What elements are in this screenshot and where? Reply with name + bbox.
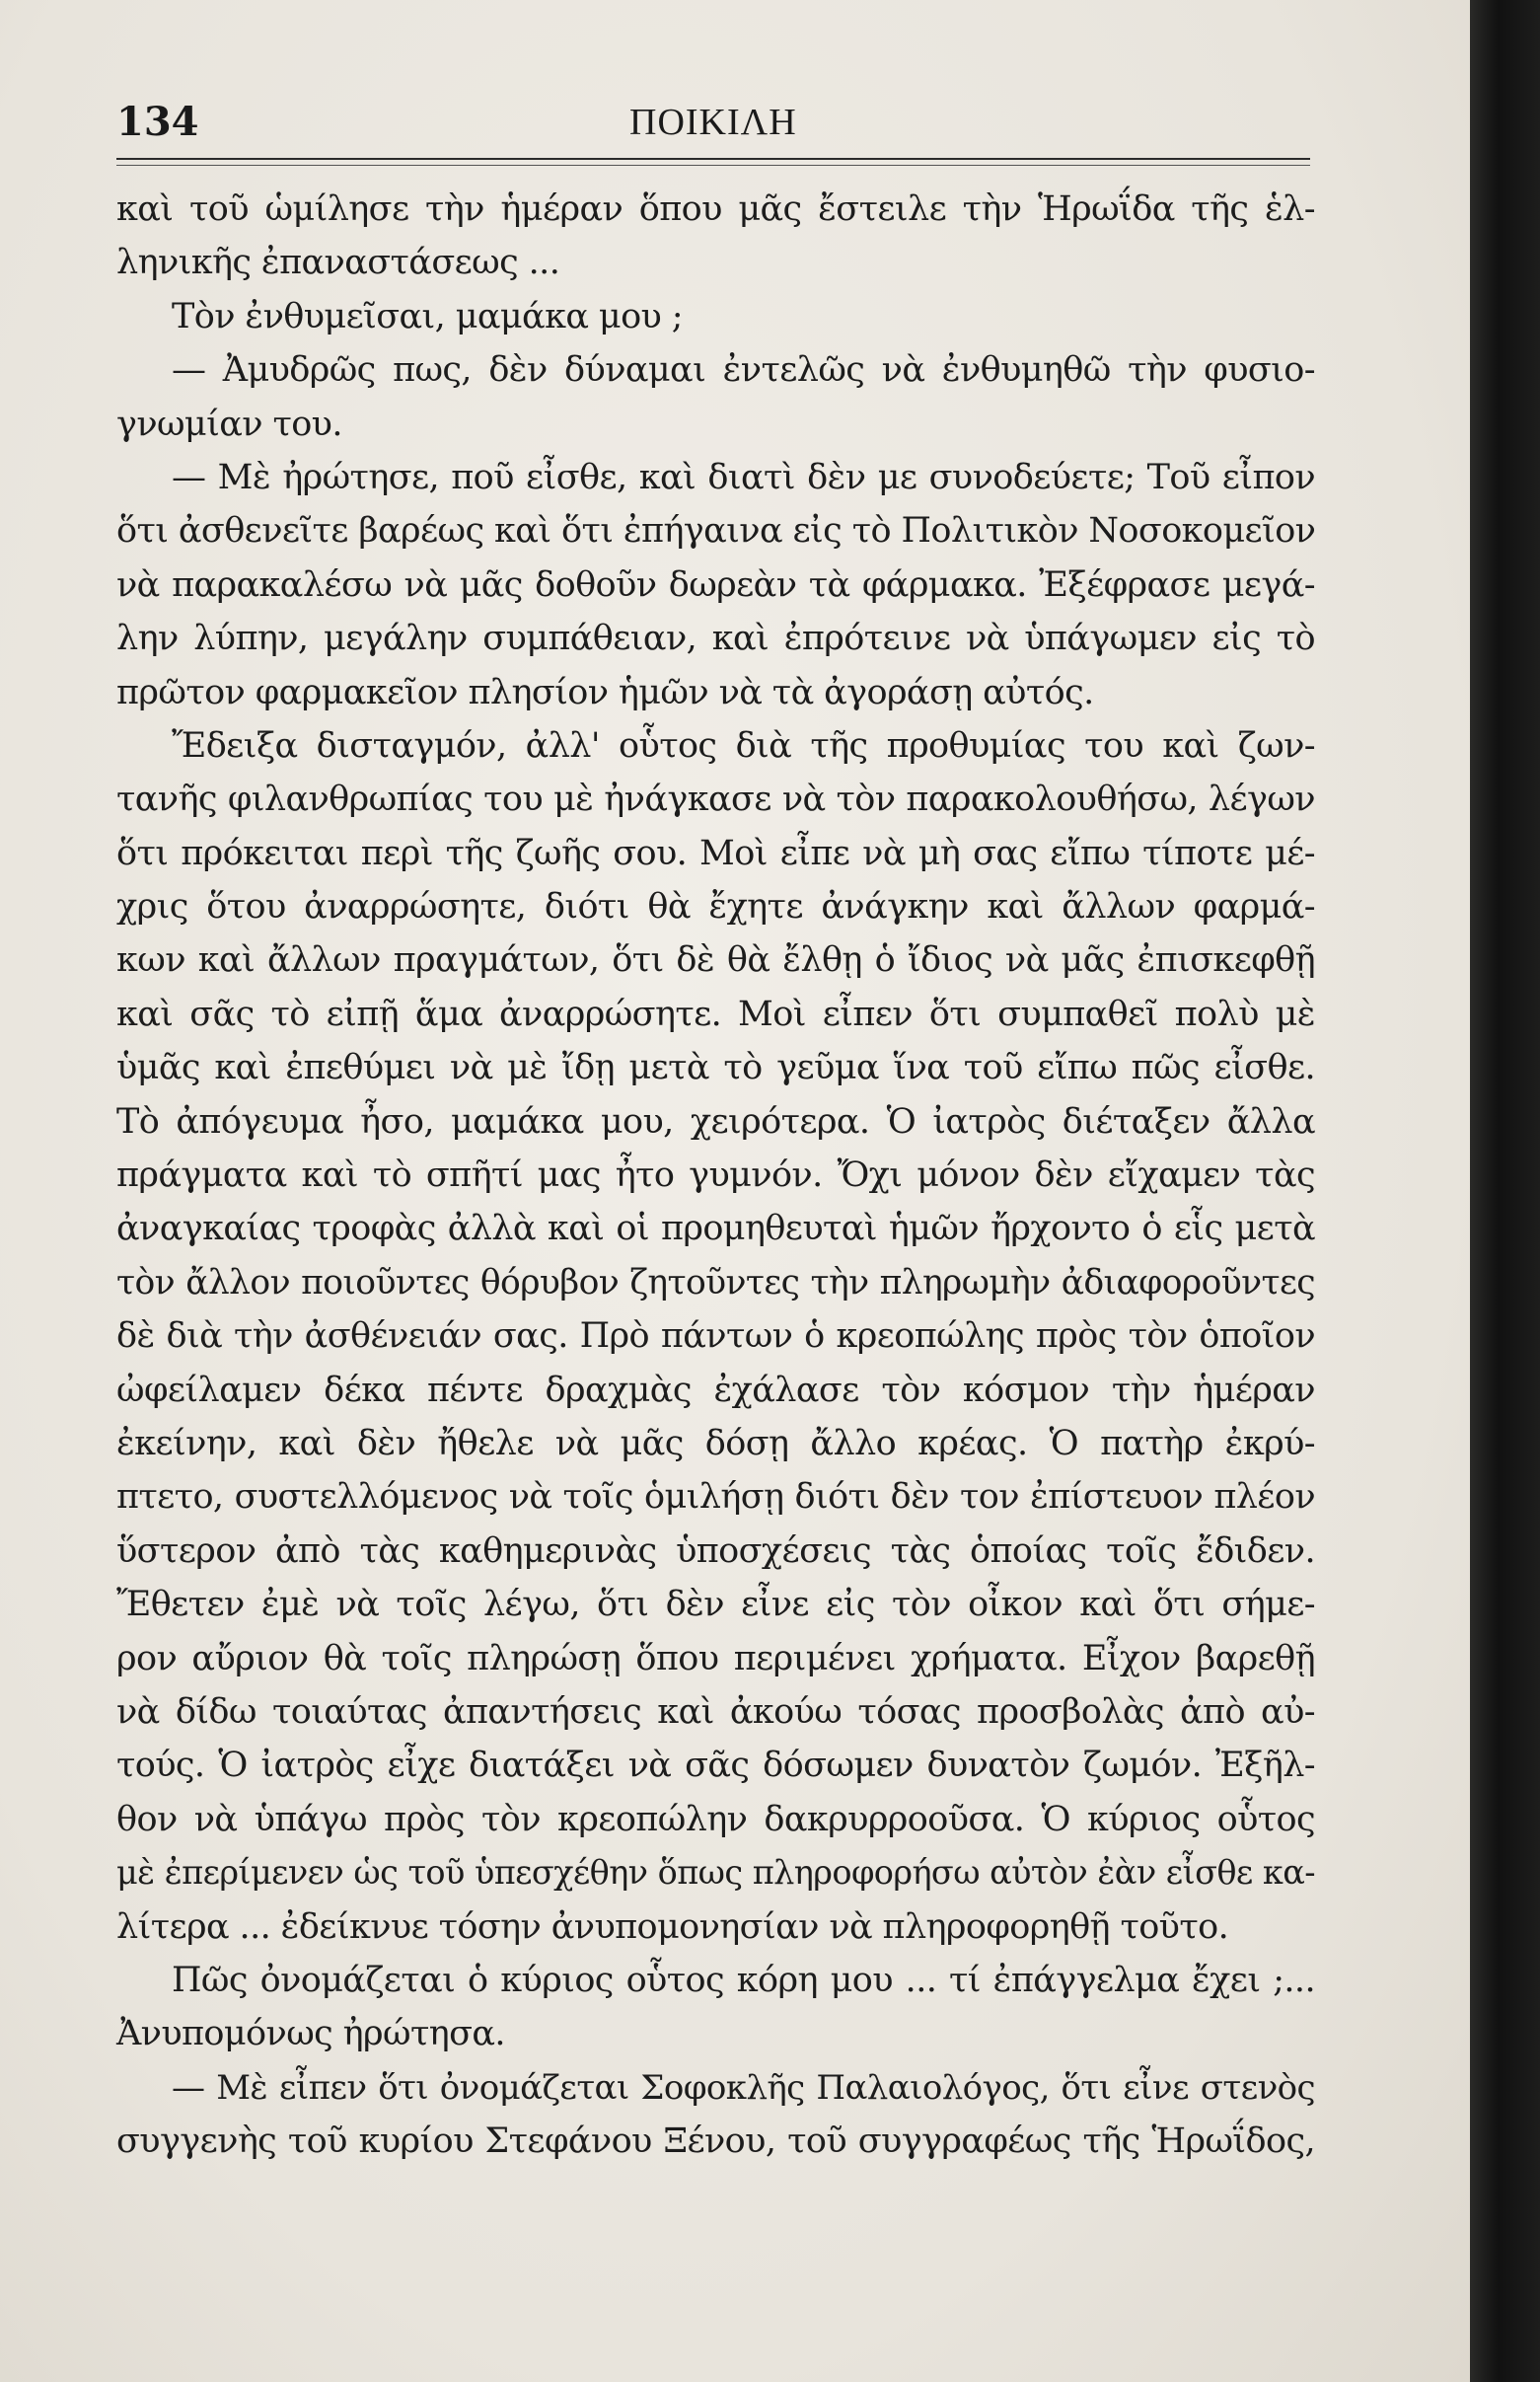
page-number: 134	[116, 99, 199, 145]
page-edge-shadow	[1470, 0, 1540, 2382]
text-line: καὶ σᾶς τὸ εἰπῇ ἅμα ἀναρρώσητε. Μοὶ εἶπεν ὅτι συμπαθεῖ πολὺ μὲ	[116, 994, 1315, 1034]
text-line: Ἔθετεν ἐμὲ νὰ τοῖς λέγω, ὅτι δὲν εἶνε εἰς τὸν οἶκον καὶ ὅτι σήμε-	[116, 1585, 1315, 1625]
text-line: Ἀνυπομόνως ἠρώτησα.	[116, 2014, 505, 2054]
text-line: θον νὰ ὑπάγω πρὸς τὸν κρεοπώλην δακρυρροοῦσα. Ὁ κύριος οὗτος	[116, 1799, 1315, 1839]
text-line: κων καὶ ἄλλων πραγμάτων, ὅτι δὲ θὰ ἔλθῃ ὁ ἴδιος νὰ μᾶς ἐπισκεφθῇ	[116, 940, 1315, 981]
text-line: πρῶτον φαρμακεῖον πλησίον ἡμῶν νὰ τὰ ἀγοράσῃ αὐτός.	[116, 672, 1094, 712]
text-line: Τὸν ἐνθυμεῖσαι, μαμάκα μου ;	[172, 296, 683, 336]
text-line: δὲ διὰ τὴν ἀσθένειάν σας. Πρὸ πάντων ὁ κρεοπώλης πρὸς τὸν ὁποῖον	[116, 1316, 1315, 1357]
text-line: μὲ ἐπερίμενεν ὡς τοῦ ὑπεσχέθην ὅπως πληροφορήσω αὐτὸν ἐὰν εἶσθε κα-	[116, 1853, 1315, 1893]
text-line: Ἔδειξα δισταγμόν, ἀλλ' οὗτος διὰ τῆς προθυμίας του καὶ ζων-	[172, 725, 1315, 766]
text-line: ὅτι ἀσθενεῖτε βαρέως καὶ ὅτι ἐπήγαινα εἰς τὸ Πολιτικὸν Νοσοκομεῖον	[116, 511, 1316, 552]
body-text	[116, 183, 1315, 2168]
text-line: τὸν ἄλλον ποιοῦντες θόρυβον ζητοῦντες τὴν πληρωμὴν ἀδιαφοροῦντες	[116, 1262, 1315, 1303]
text-line: ὕστερον ἀπὸ τὰς καθημερινὰς ὑποσχέσεις τὰς ὁποίας τοῖς ἔδιδεν.	[116, 1530, 1315, 1571]
running-head: ΠΟΙΚΙΛΗ	[629, 102, 797, 143]
text-line: — Μὲ εἶπεν ὅτι ὀνομάζεται Σοφοκλῆς Παλαιολόγος, ὅτι εἶνε στενὸς	[172, 2067, 1315, 2108]
text-line: χρις ὅτου ἀναρρώσητε, διότι θὰ ἔχητε ἀνάγκην καὶ ἄλλων φαρμά-	[116, 887, 1315, 928]
text-line: νὰ παρακαλέσω νὰ μᾶς δοθοῦν δωρεὰν τὰ φάρμακα. Ἐξέφρασε μεγά-	[116, 564, 1315, 605]
text-line: συγγενὴς τοῦ κυρίου Στεφάνου Ξένου, τοῦ συγγραφέως τῆς Ἡρωΐδος,	[116, 2121, 1315, 2162]
text-line: — Ἀμυδρῶς πως, δὲν δύναμαι ἐντελῶς νὰ ἐνθυμηθῶ τὴν φυσιο-	[172, 350, 1315, 391]
text-line: ἀναγκαίας τροφὰς ἀλλὰ καὶ οἱ προμηθευταὶ ἡμῶν ἤρχοντο ὁ εἷς μετὰ	[116, 1209, 1315, 1249]
text-line: ὠφείλαμεν δέκα πέντε δραχμὰς ἐχάλασε τὸν κόσμον τὴν ἡμέραν	[116, 1370, 1315, 1410]
page-header	[116, 99, 1310, 158]
text-line: γνωμίαν του.	[116, 404, 342, 444]
text-line: τανῆς φιλανθρωπίας του μὲ ἠνάγκασε νὰ τὸν παρακολουθήσω, λέγων	[116, 780, 1315, 820]
text-line: ρον αὔριον θὰ τοῖς πληρώσῃ ὅπου περιμένει χρήματα. Εἶχον βαρεθῇ	[116, 1638, 1315, 1678]
text-line: πράγματα καὶ τὸ σπῆτί μας ἦτο γυμνόν. Ὄχι μόνον δὲν εἴχαμεν τὰς	[116, 1155, 1315, 1196]
text-line: ληνικῆς ἐπαναστάσεως ...	[116, 243, 560, 283]
text-line: νὰ δίδω τοιαύτας ἀπαντήσεις καὶ ἀκούω τόσας προσβολὰς ἀπὸ αὐ-	[116, 1691, 1315, 1732]
text-line: — Μὲ ἠρώτησε, ποῦ εἶσθε, καὶ διατὶ δὲν με συνοδεύετε; Τοῦ εἶπον	[172, 457, 1315, 497]
header-rule	[116, 158, 1310, 166]
text-line: ὅτι πρόκειται περὶ τῆς ζωῆς σου. Μοὶ εἶπε νὰ μὴ σας εἴπω τίποτε μέ-	[116, 833, 1315, 873]
text-line: τούς. Ὁ ἰατρὸς εἶχε διατάξει νὰ σᾶς δόσωμεν δυνατὸν ζωμόν. Ἐξῆλ-	[116, 1746, 1315, 1786]
text-line: πτετο, συστελλόμενος νὰ τοῖς ὁμιλήσῃ διότι δὲν τον ἐπίστευον πλέον	[116, 1477, 1315, 1518]
text-line: ὑμᾶς καὶ ἐπεθύμει νὰ μὲ ἴδῃ μετὰ τὸ γεῦμα ἵνα τοῦ εἴπω πῶς εἶσθε.	[116, 1048, 1315, 1088]
text-line: Τὸ ἀπόγευμα ἦσο, μαμάκα μου, χειρότερα. Ὁ ἰατρὸς διέταξεν ἄλλα	[116, 1101, 1315, 1142]
text-line: λην λύπην, μεγάλην συμπάθειαν, καὶ ἐπρότεινε νὰ ὑπάγωμεν εἰς τὸ	[116, 619, 1315, 659]
text-line: καὶ τοῦ ὡμίλησε τὴν ἡμέραν ὅπου μᾶς ἔστειλε τὴν Ἡρωΐδα τῆς ἑλ-	[116, 189, 1315, 229]
text-line: ἐκείνην, καὶ δὲν ἤθελε νὰ μᾶς δόσῃ ἄλλο κρέας. Ὁ πατὴρ ἐκρύ-	[116, 1423, 1315, 1463]
text-line: λίτερα ... ἐδείκνυε τόσην ἀνυπομονησίαν νὰ πληροφορηθῇ τοῦτο.	[116, 1906, 1229, 1947]
text-line: Πῶς ὀνομάζεται ὁ κύριος οὗτος κόρη μου ... τί ἐπάγγελμα ἔχει ;...	[172, 1960, 1315, 2000]
